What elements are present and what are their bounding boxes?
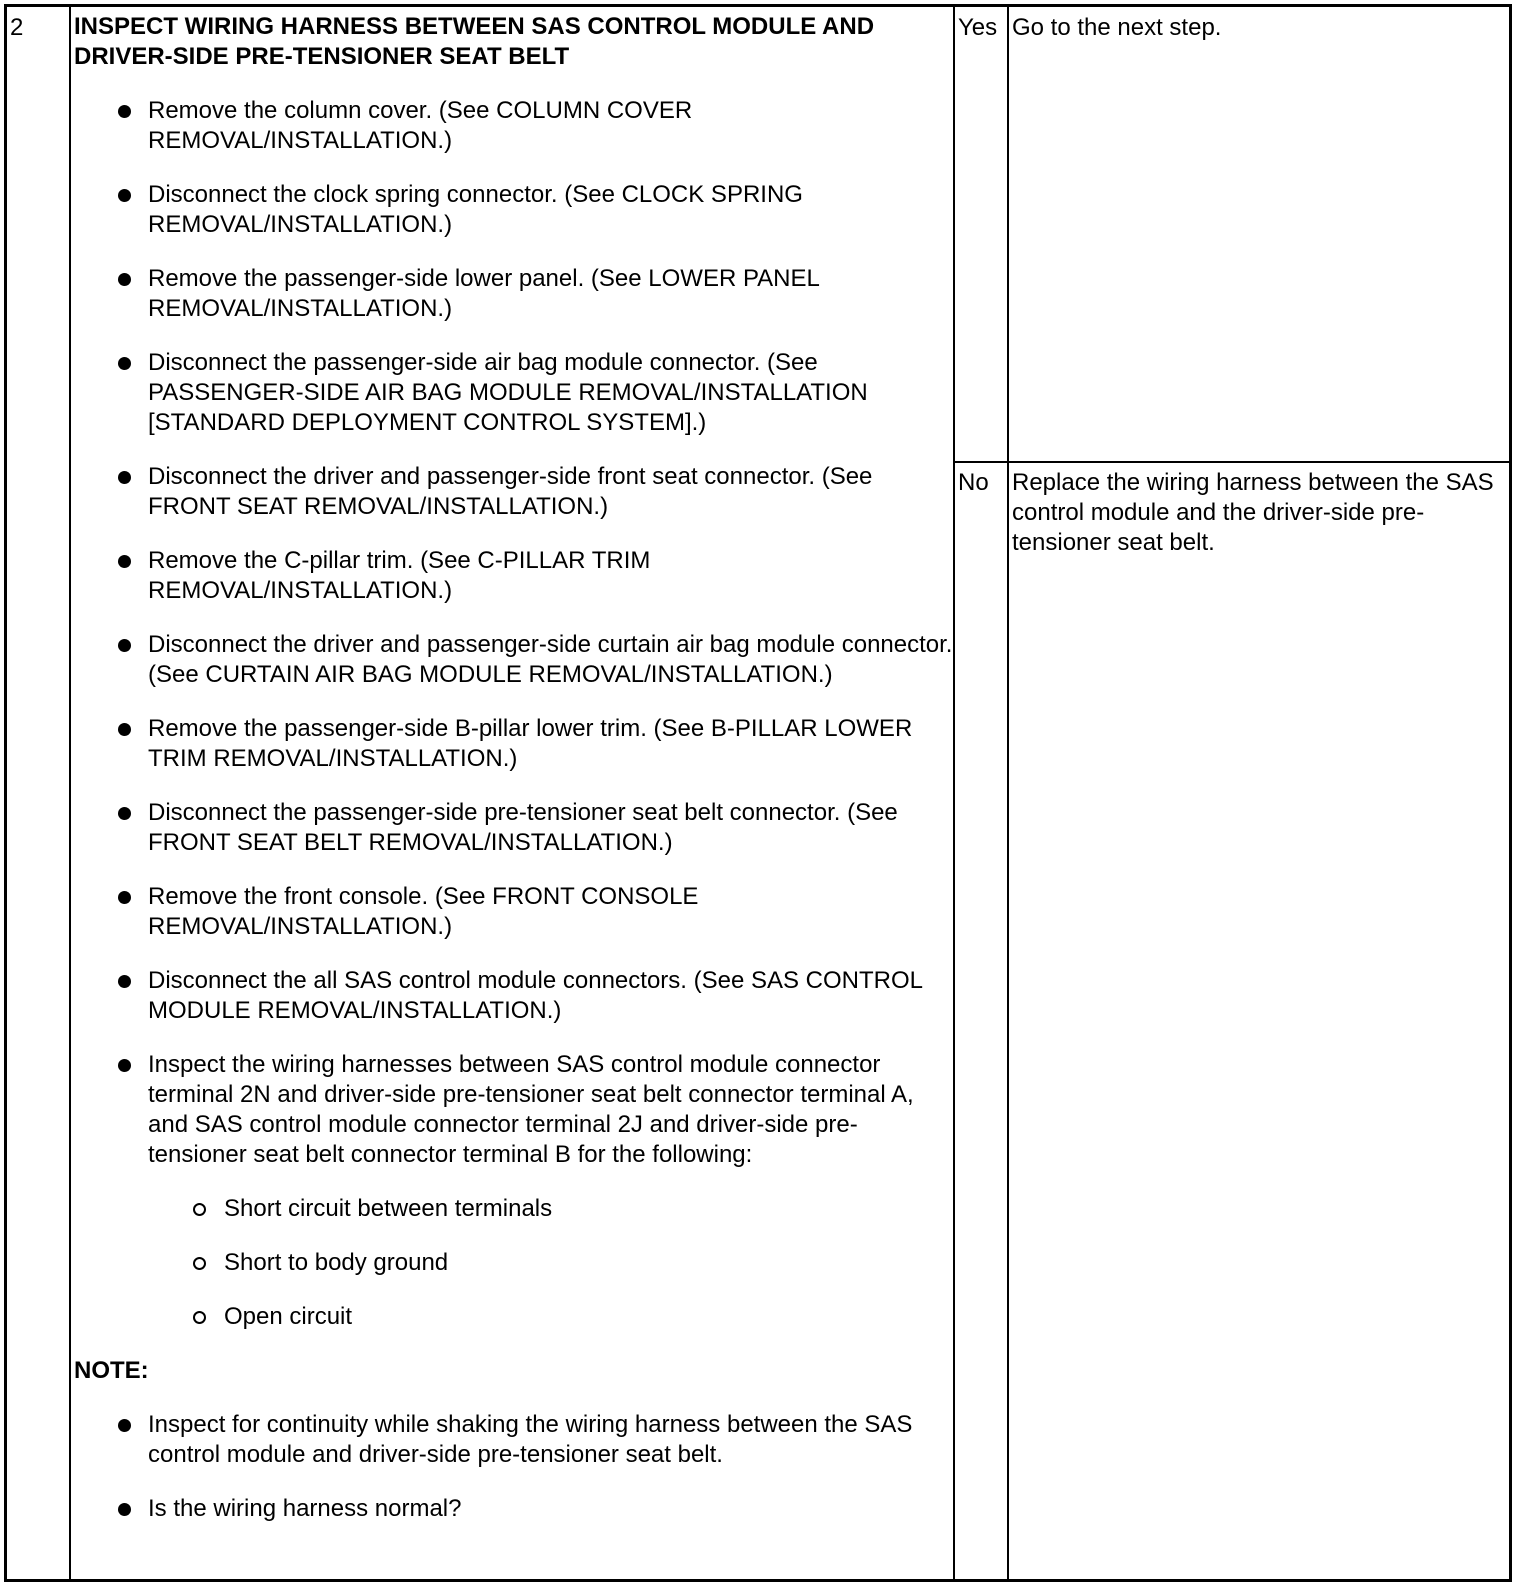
list-item: Remove the C-pillar trim. (See C-PILLAR TRIM REMOVAL/INSTALLATION.) <box>74 546 954 606</box>
bullet-icon <box>118 723 131 736</box>
note-list <box>74 1410 954 1524</box>
condition-list <box>74 1194 954 1332</box>
bullet-icon <box>118 639 131 652</box>
bullet-icon <box>118 1059 131 1072</box>
note-label: NOTE: <box>74 1357 149 1384</box>
no-action: Replace the wiring harness between the SAS control module and the driver-side pre-tensioner seat belt. <box>1012 469 1494 556</box>
procedure-cell <box>74 12 954 1524</box>
list-item: Open circuit <box>74 1302 954 1332</box>
bullet-icon <box>118 1503 131 1516</box>
yes-label: Yes <box>958 14 998 41</box>
bullet-icon <box>118 1419 131 1432</box>
list-item: Inspect the wiring harnesses between SAS control module connector terminal 2N and driver-side pre-tensioner seat belt connector terminal A, and SAS control module connector terminal 2J and driver-side pre-tensioner seat belt connector terminal B for the following: <box>74 1050 954 1170</box>
bullet-icon <box>118 105 131 118</box>
bullet-icon <box>118 273 131 286</box>
column-divider <box>69 7 71 1579</box>
row-divider <box>953 461 1509 463</box>
list-item: Disconnect the clock spring connector. (See CLOCK SPRING REMOVAL/INSTALLATION.) <box>74 180 954 240</box>
circle-bullet-icon <box>193 1257 206 1270</box>
list-item: Short circuit between terminals <box>74 1194 954 1224</box>
list-item: Is the wiring harness normal? <box>74 1494 954 1524</box>
list-item: Disconnect the passenger-side air bag module connector. (See PASSENGER-SIDE AIR BAG MODULE REMOVAL/INSTALLATION [STANDARD DEPLOYMENT CONTROL SYSTEM].) <box>74 348 954 438</box>
list-item: Short to body ground <box>74 1248 954 1278</box>
list-item: Remove the passenger-side B-pillar lower trim. (See B-PILLAR LOWER TRIM REMOVAL/INSTALLATION.) <box>74 714 954 774</box>
list-item: Disconnect the driver and passenger-side front seat connector. (See FRONT SEAT REMOVAL/INSTALLATION.) <box>74 462 954 522</box>
bullet-icon <box>118 891 131 904</box>
bullet-icon <box>118 471 131 484</box>
bullet-icon <box>118 975 131 988</box>
procedure-list <box>74 96 954 1170</box>
bullet-icon <box>118 555 131 568</box>
step-number: 2 <box>10 14 24 41</box>
list-item: Disconnect the all SAS control module connectors. (See SAS CONTROL MODULE REMOVAL/INSTALLATION.) <box>74 966 954 1026</box>
bullet-icon <box>118 189 131 202</box>
circle-bullet-icon <box>193 1311 206 1324</box>
list-item: Inspect for continuity while shaking the wiring harness between the SAS control module and driver-side pre-tensioner seat belt. <box>74 1410 954 1470</box>
no-label: No <box>958 469 989 496</box>
column-divider <box>1007 7 1009 1579</box>
yes-action: Go to the next step. <box>1012 14 1222 41</box>
list-item: Remove the front console. (See FRONT CONSOLE REMOVAL/INSTALLATION.) <box>74 882 954 942</box>
step-title: INSPECT WIRING HARNESS BETWEEN SAS CONTROL MODULE AND DRIVER-SIDE PRE-TENSIONER SEAT BELT <box>74 13 875 70</box>
list-item: Disconnect the driver and passenger-side curtain air bag module connector. (See CURTAIN AIR BAG MODULE REMOVAL/INSTALLATION.) <box>74 630 954 690</box>
bullet-icon <box>118 807 131 820</box>
list-item: Remove the column cover. (See COLUMN COVER REMOVAL/INSTALLATION.) <box>74 96 954 156</box>
bullet-icon <box>118 357 131 370</box>
list-item: Disconnect the passenger-side pre-tensioner seat belt connector. (See FRONT SEAT BELT REMOVAL/INSTALLATION.) <box>74 798 954 858</box>
circle-bullet-icon <box>193 1203 206 1216</box>
list-item: Remove the passenger-side lower panel. (See LOWER PANEL REMOVAL/INSTALLATION.) <box>74 264 954 324</box>
